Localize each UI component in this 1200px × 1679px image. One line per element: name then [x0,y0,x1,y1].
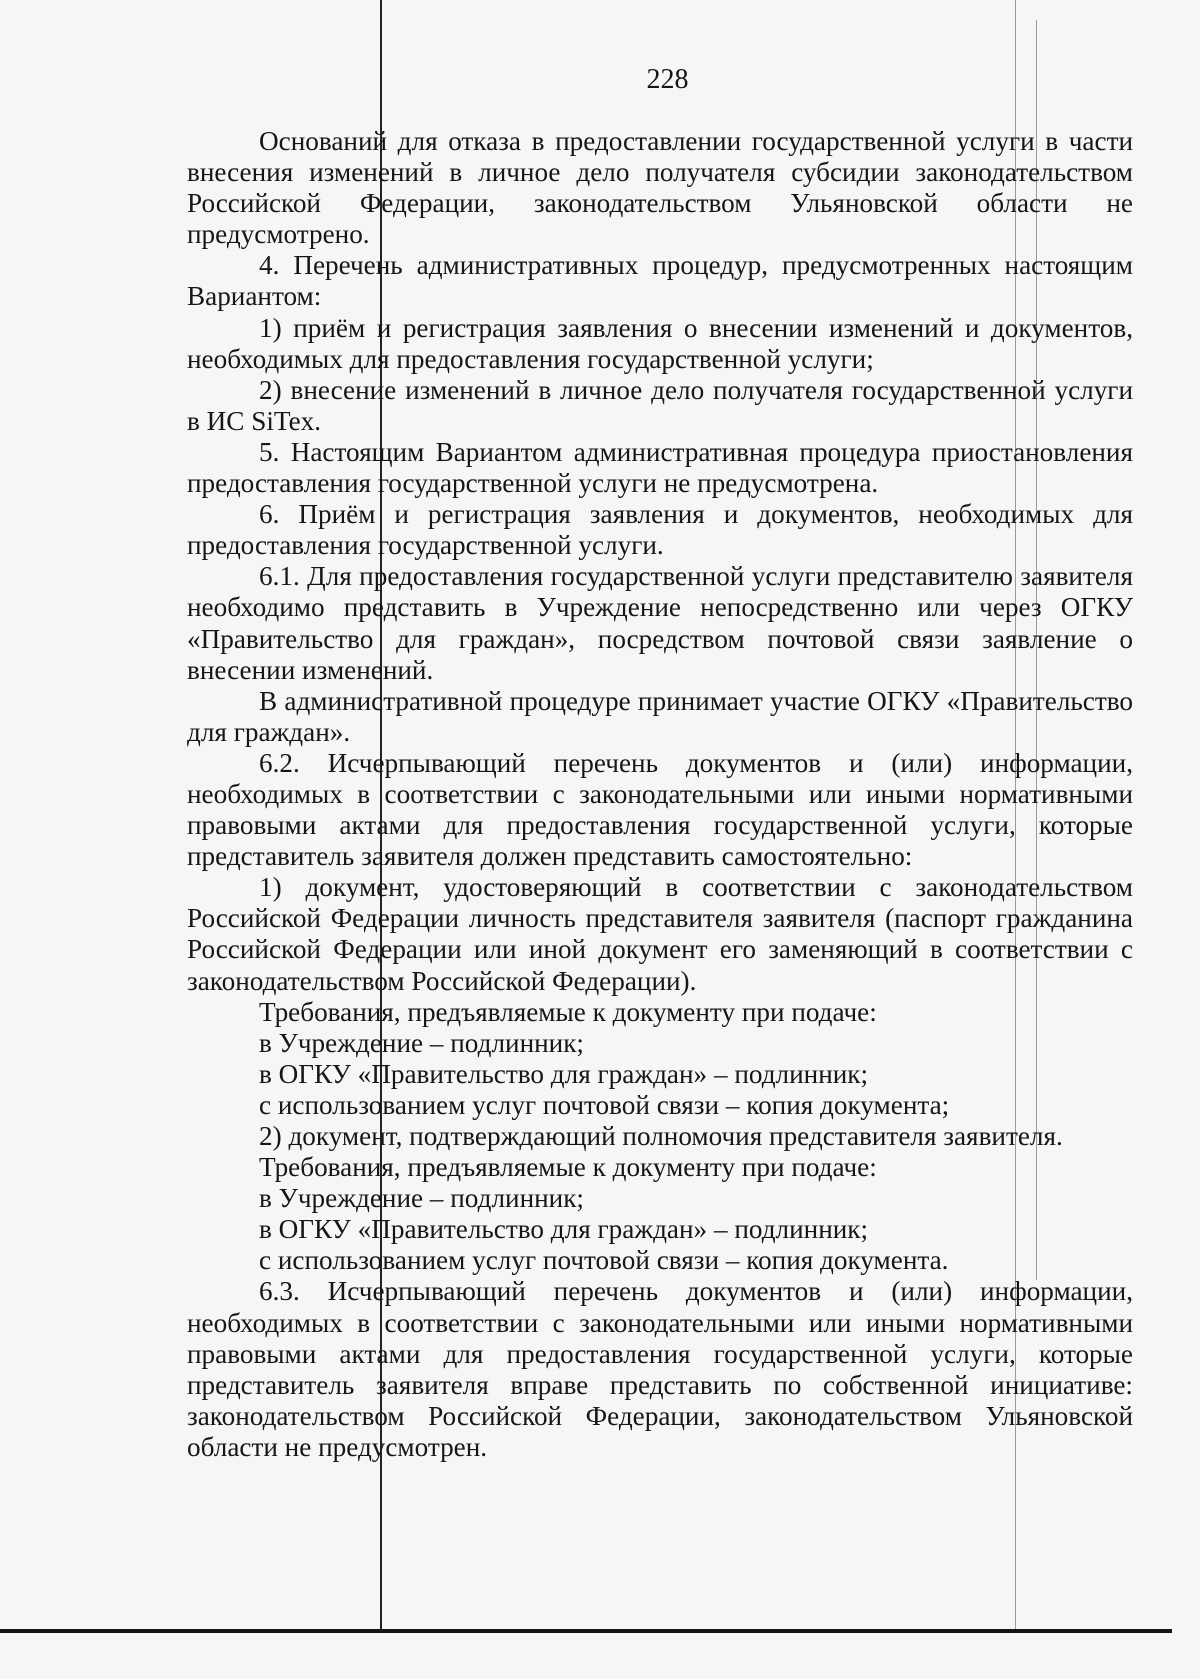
paragraph: с использованием услуг почтовой связи – копия документа; [259,1089,950,1120]
paragraph: 1) документ, удостоверяющий в соответствии с законодательством Российской Федерации личность представителя заявителя (паспорт гражданина Российской Федерации или иной документ его заменяющий в соответствии с законодательством Российской Федерации). [187,872,1133,996]
paragraph: 2) документ, подтверждающий полномочия представителя заявителя. [259,1121,1063,1151]
paragraph: в ОГКУ «Правительство для граждан» – подлинник; [259,1214,869,1245]
paragraph: с использованием услуг почтовой связи – копия документа. [259,1245,949,1276]
paragraph: 5. Настоящим Вариантом административная процедура приостановления предоставления государственной услуги не предусмотрена. [187,436,1133,499]
paragraph: в Учреждение – подлинник; [259,1027,584,1058]
paragraph: В административной процедуре принимает участие ОГКУ «Правительство для граждан». [187,685,1133,747]
page-number: 228 [646,64,689,95]
paragraph: 1) приём и регистрация заявления о внесении изменений и документов, необходимых для предоставления государственной услуги; [187,312,1133,374]
paragraph: 4. Перечень административных процедур, предусмотренных настоящим Вариантом: [187,250,1133,312]
paragraph: 6.3. Исчерпывающий перечень документов и (или) информации, необходимых в соответствии с законодательными или иными нормативными правовыми актами для предоставления государственной услуги, которые представитель заявителя вправе представить по собственной инициативе: законодательством Российской Федерации, законодательством Ульяновской области не предусмотрен. [187,1276,1133,1462]
paragraph: 6.2. Исчерпывающий перечень документов и (или) информации, необходимых в соответствии с законодательными или иными нормативными правовыми актами для предоставления государственной услуги, которые представитель заявителя должен представить самостоятельно: [187,747,1133,872]
paragraph: в ОГКУ «Правительство для граждан» – подлинник; [259,1058,869,1089]
paragraph: Требования, предъявляемые к документу при подаче: [259,1152,877,1183]
paragraph: 6.1. Для предоставления государственной услуги представителю заявителя необходимо представить в Учреждение непосредственно или через ОГКУ «Правительство для граждан», посредством почтовой связи заявление о внесении изменений. [187,561,1133,685]
paragraph: Оснований для отказа в предоставлении государственной услуги в части внесения изменений в личное дело получателя субсидии законодательством Российской Федерации, законодательством Ульяновской области не предусмотрено. [187,126,1133,250]
paragraph: Требования, предъявляемые к документу при подаче: [259,996,877,1027]
document-body [187,126,1133,1463]
paragraph: 2) внесение изменений в личное дело получателя государственной услуги в ИС SiTex. [187,374,1133,436]
scan-bottom-edge [0,1629,1172,1633]
paragraph: в Учреждение – подлинник; [259,1183,584,1214]
paragraph: 6. Приём и регистрация заявления и документов, необходимых для предоставления государственной услуги. [187,499,1133,561]
